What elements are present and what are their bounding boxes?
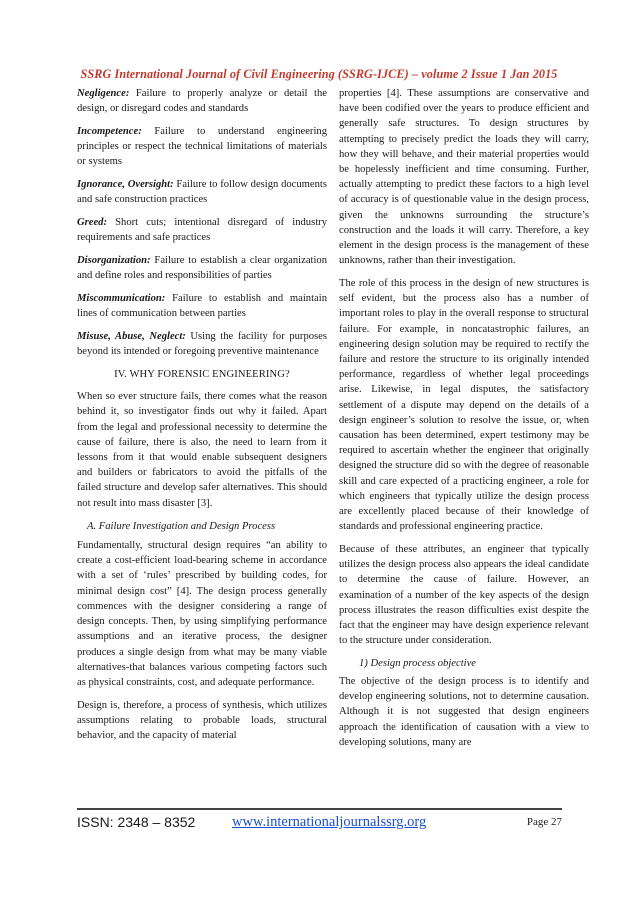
definition-miscommunication [77,291,327,321]
definition-misuse [77,329,327,359]
subsubsection-heading: 1) Design process objective [359,657,476,669]
body-paragraph: The objective of the design process is to identify and develop engineering solutions, not to determine causation. Although it is not suggested that design engineers approach the identification of causation with a view to developing solutions, many are [339,676,589,748]
definition-text: Failure to establish and maintain lines of communication between parties [77,292,327,319]
definition-term: Negligence: [77,88,130,99]
body-paragraph: Fundamentally, structural design requires “an ability to create a cost-efficient load-bearing scheme in accordance with a set of ‘rules’ prescribed by building codes, for minimal design cost” [4]. The design process generally commences with the designer considering a range of design concepts. Then, by using simplifying performance assumptions and an iterative process, the designer produces a single design from what may be many viable alternatives-that balances various competing factors such as physical constraints, cost, and adequate performance. [77,540,327,688]
definition-term: Greed: [77,216,108,228]
journal-header: SSRG International Journal of Civil Engineering (SSRG-IJCE) – volume 2 Issue 1 Jan 2015 [80,67,558,81]
left-column [77,86,327,751]
definition-text: Failure to establish a clear organization and define roles and responsibilities of parties [77,254,327,282]
page-footer [77,814,562,836]
definition-text: Short cuts; intentional disregard of industry requirements and safe practices [77,216,327,244]
definition-term: Incompetence: [77,125,142,137]
definition-term: Ignorance, Oversight: [77,179,174,191]
body-paragraph: Because of these attributes, an engineer that typically utilizes the design process also appears the ideal candidate to determine the cause of failure. However, an examination of a number of the key aspects of the design process illustrates the reason difficulties exist despite the fact that the engineer may have design experience relevant to the structure under consideration. [339,543,589,647]
definition-term: Misuse, Abuse, Neglect: [77,330,186,342]
definition-text: Failure to understand engineering principles or respect the technical limitations of materials or systems [77,125,327,168]
right-column [339,86,589,758]
body-paragraph: Design is, therefore, a process of synthesis, which utilizes assumptions relating to probable loads, structural behavior, and the capacity of material [77,699,327,742]
definition-incompetence [77,124,327,170]
definition-greed [77,215,327,245]
definition-negligence [77,86,327,116]
section-paragraph: When so ever structure fails, there comes what the reason behind it, so investigator finds out why it failed. Apart from the legal and professional necessity to determine the cause of failure, there is also, the need to learn from it lessons from it that would enable subsequent designers and builders or fabricators to avoid the pitfalls of the failed structure and develop safer alternatives. This should not result into mass disaster [3]. [77,391,327,509]
definition-term: Disorganization: [77,254,151,266]
body-paragraph: The role of this process in the design of new structures is self evident, but the process also has a number of important roles to play in the overall response to structural failure. For example, in noncatastrophic failures, an engineering design solution may be required to rectify the failure and restore the structure to its originally intended performance, regardless of whether legal proceedings arise. Likewise, in legal disputes, the satisfactory settlement of a dispute may depend on the details of a design engineer’s solution to resolve the issue, or, when causation has been determined, expert testimony may be required to ascertain whether the engineer that originally designed the structure did so with the degree of reasonable skill and care expected of a practicing engineer, a role for which engineers that typically utilize the design process are excellently placed because of their knowledge of standards and professional engineering practice. [339,277,589,533]
section-heading: IV. WHY FORENSIC ENGINEERING? [114,369,290,381]
issn-label: ISSN: 2348 – 8352 [77,814,196,830]
footer-divider [77,808,562,810]
body-paragraph: properties [4]. These assumptions are conservative and have been codified over the years to produce efficient and generally safe structures. To design structures by attempting to precisely predict the loads they will carry, how they will behave, and their material properties would be hopelessly inefficient and time consuming. Further, actually attempting to predict these factors to a high level of accuracy is of questionable value in the design process, given the unknowns surrounding the structure’s construction and the loads it will carry. Therefore, a key element in the design process is the management of these unknowns, rather than their investigation. [339,88,589,267]
definition-text: Failure to properly analyze or detail the design, or disregard codes and standards [77,88,327,115]
definition-term: Miscommunication: [77,292,166,304]
definition-disorganization [77,253,327,283]
definition-ignorance [77,177,327,207]
definition-text: Failure to follow design documents and safe construction practices [77,179,327,206]
page-number: Page 27 [526,816,562,828]
subsection-heading: A. Failure Investigation and Design Process [87,520,276,532]
definition-text: Using the facility for purposes beyond its intended or foregoing preventive maintenance [77,330,328,357]
journal-website-link[interactable]: www.internationaljournalssrg.org [232,814,427,830]
